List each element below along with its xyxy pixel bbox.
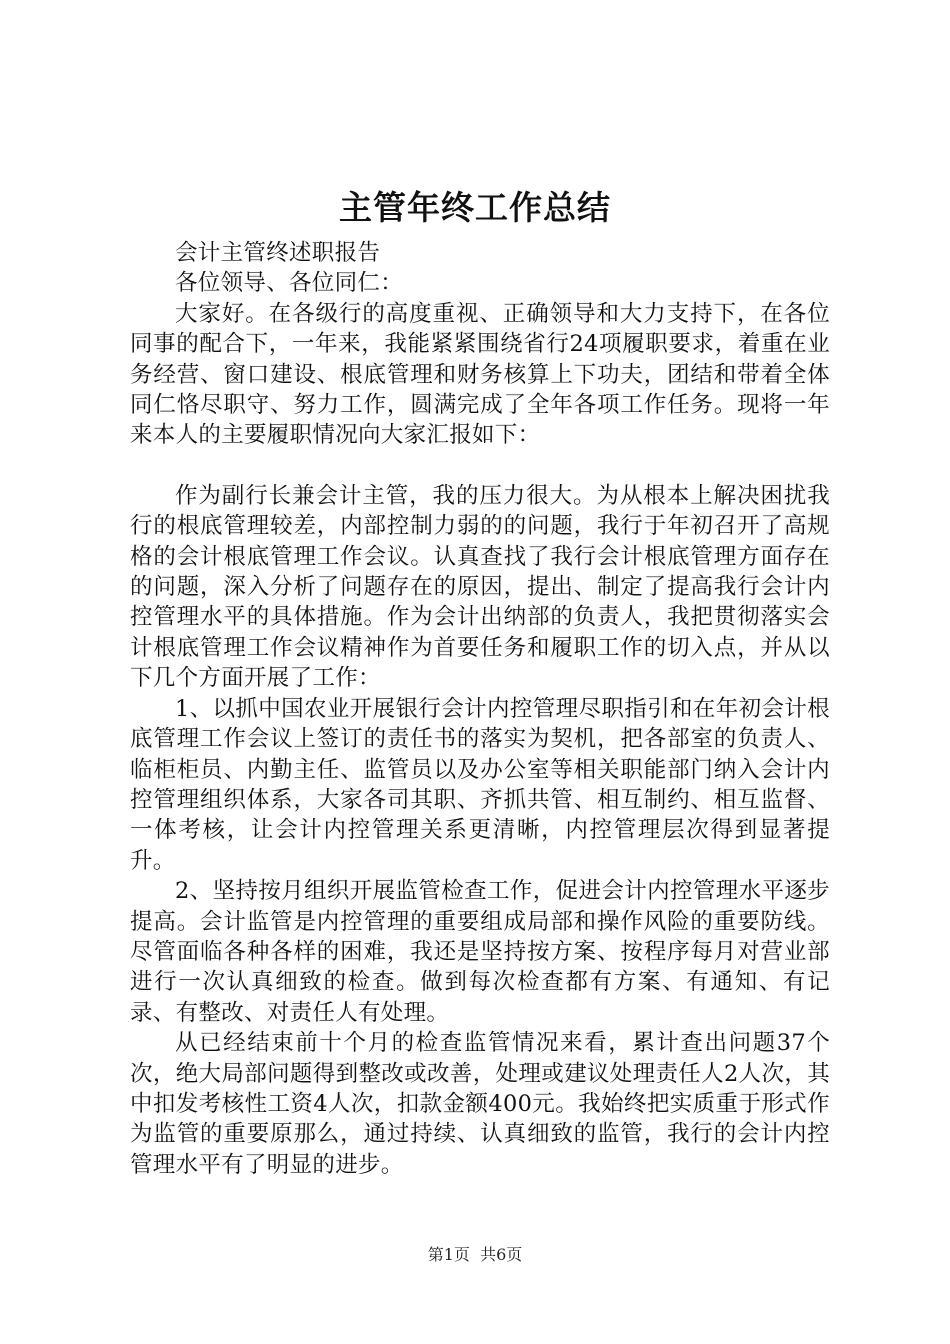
page-footer [0, 1244, 950, 1266]
paragraph-point-2: 2、坚持按月组织开展监管检查工作，促进会计内控管理水平逐步提高。会计监管是内控管理的重要组成局部和操作风险的重要防线。尽管面临各种各样的困难，我还是坚持按方案、按程序每月对营业部进行一次认真细致的检查。做到每次检查都有方案、有通知、有记录、有整改、对责任人有处理。 [130, 878, 830, 1026]
document-title: 主管年终工作总结 [339, 188, 611, 227]
page-number: 第1页 [427, 1245, 470, 1264]
paragraph-inspection-results: 从已经结束前十个月的检查监管情况来看，累计查出问题37个次，绝大局部问题得到整改或改善，处理或建议处理责任人2人次，其中扣发考核性工资4人次，扣款金额400元。我始终把实质重于形式作为监管的重要原那么，通过持续、认真细致的监管，我行的会计内控管理水平有了明显的进步。 [130, 1030, 830, 1178]
paragraph-point-1: 1、以抓中国农业开展银行会计内控管理尽职指引和在年初会计根底管理工作会议上签订的责任书的落实为契机，把各部室的负责人、临柜柜员、内勤主任、监管员以及办公室等相关职能部门纳入会计内控管理组织体系，大家各司其职、齐抓共管、相互制约、相互监督、一体考核，让会计内控管理关系更清晰，内控管理层次得到显著提升。 [130, 695, 830, 874]
paragraph-greeting: 大家好。在各级行的高度重视、正确领导和大力支持下，在各位同事的配合下，一年来，我能紧紧围绕省行24项履职要求，着重在业务经营、窗口建设、根底管理和财务核算上下功夫，团结和带着全体同仁恪尽职守、努力工作，圆满完成了全年各项工作任务。现将一年来本人的主要履职情况向大家汇报如下： [130, 300, 830, 449]
document-body [130, 238, 830, 1180]
paragraph-report-subtitle: 会计主管终述职报告 [175, 240, 381, 266]
paragraph-salutation: 各位领导、各位同仁： [175, 270, 404, 297]
paragraph-pressure-intro: 作为副行长兼会计主管，我的压力很大。为从根本上解决困扰我行的根底管理较差，内部控制力弱的的问题，我行于年初召开了高规格的会计根底管理工作会议。认真查找了我行会计根底管理方面存在的问题，深入分析了问题存在的原因，提出、制定了提高我行会计内控管理水平的具体措施。作为会计出纳部的负责人，我把贯彻落实会计根底管理工作会议精神作为首要任务和履职工作的切入点，并从以下几个方面开展了工作： [130, 482, 830, 692]
page-total: 共6页 [480, 1245, 523, 1264]
